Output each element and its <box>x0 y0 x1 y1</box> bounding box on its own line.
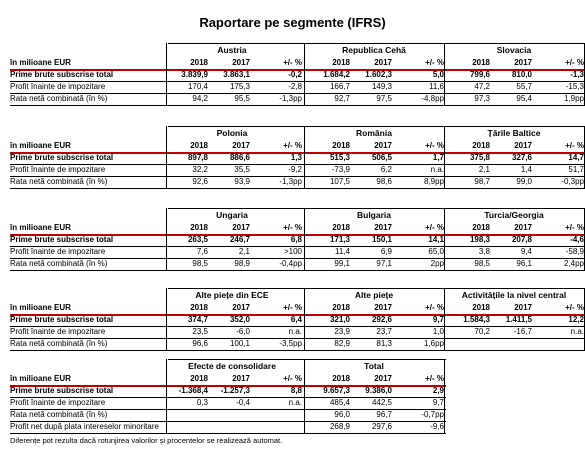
value-change: n.a. <box>430 165 444 174</box>
header-underline <box>10 152 585 154</box>
segment-name: Polonia <box>216 128 248 138</box>
row-label: Prime brute subscrise total <box>10 235 114 244</box>
table-row <box>10 314 585 326</box>
column-divider <box>444 43 445 105</box>
value-2018: 263,5 <box>187 235 208 244</box>
value-2018: 0,3 <box>196 398 208 407</box>
value-change: 1,7 <box>432 153 444 162</box>
column-divider <box>444 288 445 350</box>
row-label: Prime brute subscrise total <box>10 386 114 395</box>
unit-label: în milioane EUR <box>10 303 71 312</box>
row-divider <box>10 421 446 422</box>
value-2018: -1.368,4 <box>178 386 208 395</box>
table-top-border <box>168 288 585 289</box>
value-change: 12,2 <box>568 315 584 324</box>
value-change: -58,9 <box>565 247 584 256</box>
value-change: -4,8pp <box>421 94 444 103</box>
value-change: 5,0 <box>432 70 444 79</box>
column-divider <box>166 359 167 433</box>
value-2018: 82,9 <box>334 339 350 348</box>
value-2017: 246,7 <box>229 235 250 244</box>
value-2018: 92,6 <box>192 177 208 186</box>
header-underline <box>10 385 446 387</box>
table-row <box>10 176 585 188</box>
value-change: -3,5pp <box>279 339 302 348</box>
value-2018: 98,5 <box>474 259 490 268</box>
value-2018: 107,5 <box>329 177 350 186</box>
value-2018: 3.839,9 <box>181 70 208 79</box>
column-divider <box>166 126 167 188</box>
report-title: Raportare pe segmente (IFRS) <box>199 15 386 30</box>
value-2017: 149,3 <box>371 82 392 91</box>
year-2017-header: 2017 <box>514 141 532 150</box>
change-header: +/- % <box>425 141 444 150</box>
value-change: -0,7pp <box>421 410 444 419</box>
change-header: +/- % <box>565 58 584 67</box>
value-change: 1,0 <box>432 327 444 336</box>
value-2017: -16,7 <box>513 327 532 336</box>
year-2018-header: 2018 <box>190 141 208 150</box>
value-2018: 32,2 <box>192 165 208 174</box>
value-2017: 506,5 <box>371 153 392 162</box>
year-2017-header: 2017 <box>232 58 250 67</box>
unit-label: în milioane EUR <box>10 374 71 383</box>
value-2018: 268,9 <box>329 422 350 431</box>
table-top-border <box>168 208 585 209</box>
value-change: 8,9pp <box>423 177 444 186</box>
segment-name-row <box>10 43 585 57</box>
header-underline <box>10 314 585 316</box>
row-divider <box>10 326 585 327</box>
table-row <box>10 93 585 105</box>
column-header-row <box>10 222 585 234</box>
value-2018: 1.584,3 <box>463 315 490 324</box>
row-label: Rata netă combinată (în %) <box>10 259 108 268</box>
value-2018: 99,1 <box>334 259 350 268</box>
value-2017: 9,4 <box>520 247 532 256</box>
value-2017: 55,7 <box>516 82 532 91</box>
value-change: -1,3pp <box>279 94 302 103</box>
column-divider <box>166 208 167 270</box>
value-2017: 442,5 <box>371 398 392 407</box>
column-divider <box>444 359 445 433</box>
segment-name-row <box>10 126 585 140</box>
value-2018: -73,9 <box>331 165 350 174</box>
year-2018-header: 2018 <box>190 374 208 383</box>
value-2017: 35,5 <box>234 165 250 174</box>
value-2017: 98,9 <box>234 259 250 268</box>
value-2018: 92,7 <box>334 94 350 103</box>
segment-name: Republica Cehă <box>342 45 406 55</box>
value-2018: 97,3 <box>474 94 490 103</box>
year-2017-header: 2017 <box>232 374 250 383</box>
row-label: Profit înainte de impozitare <box>10 327 106 336</box>
year-2017-header: 2017 <box>232 141 250 150</box>
value-2018: 3,8 <box>478 247 490 256</box>
value-2017: 886,6 <box>229 153 250 162</box>
segment-name: Țările Baltice <box>487 128 541 138</box>
row-label: Rata netă combinată (în %) <box>10 339 108 348</box>
segment-block <box>10 208 585 270</box>
value-2017: 6,2 <box>380 165 392 174</box>
row-divider <box>10 164 585 165</box>
value-change: 8,8 <box>290 386 302 395</box>
row-divider <box>10 270 585 271</box>
table-row <box>10 258 585 270</box>
row-label: Profit net după plata intereselor minoritare <box>10 422 159 431</box>
value-2017: 297,6 <box>371 422 392 431</box>
change-header: +/- % <box>425 374 444 383</box>
value-2018: 47,2 <box>474 82 490 91</box>
row-divider <box>10 105 585 106</box>
segment-block <box>10 43 585 105</box>
year-2017-header: 2017 <box>514 303 532 312</box>
value-2018: 98,5 <box>192 259 208 268</box>
unit-label: în milioane EUR <box>10 141 71 150</box>
table-row <box>10 385 585 397</box>
value-change: -9,6 <box>430 422 444 431</box>
value-2017: 81,3 <box>376 339 392 348</box>
value-2017: 95,4 <box>516 94 532 103</box>
row-divider <box>10 93 585 94</box>
change-header: +/- % <box>283 223 302 232</box>
value-change: -0,4pp <box>279 259 302 268</box>
column-divider <box>166 43 167 105</box>
value-2017: 810,0 <box>511 70 532 79</box>
value-2018: 374,7 <box>187 315 208 324</box>
value-2018: 70,2 <box>474 327 490 336</box>
value-change: n.a. <box>570 327 584 336</box>
row-divider <box>10 433 446 434</box>
table-row <box>10 338 585 350</box>
segment-block <box>10 288 585 350</box>
row-label: Prime brute subscrise total <box>10 153 114 162</box>
value-change: -0,3pp <box>561 177 584 186</box>
year-2018-header: 2018 <box>332 58 350 67</box>
value-change: n.a. <box>288 398 302 407</box>
column-divider <box>444 208 445 270</box>
row-label: Prime brute subscrise total <box>10 70 114 79</box>
segment-name: România <box>356 128 392 138</box>
column-divider <box>166 288 167 350</box>
change-header: +/- % <box>283 374 302 383</box>
segment-name: Efecte de consolidare <box>188 361 276 371</box>
value-2017: 97,1 <box>376 259 392 268</box>
column-header-row <box>10 140 585 152</box>
value-change: 9,7 <box>432 315 444 324</box>
value-2017: -0,4 <box>236 398 250 407</box>
unit-label: în milioane EUR <box>10 58 71 67</box>
value-2017: 96,1 <box>516 259 532 268</box>
row-label: Rata netă combinată (în %) <box>10 410 108 419</box>
year-2018-header: 2018 <box>332 374 350 383</box>
change-header: +/- % <box>283 58 302 67</box>
value-2018: 485,4 <box>329 398 350 407</box>
value-2017: -6,0 <box>236 327 250 336</box>
year-2017-header: 2017 <box>374 141 392 150</box>
value-change: >100 <box>283 247 302 256</box>
change-header: +/- % <box>425 223 444 232</box>
unit-label: în milioane EUR <box>10 223 71 232</box>
segment-name: Bulgaria <box>356 210 391 220</box>
value-change: 2pp <box>430 259 444 268</box>
value-change: 6,4 <box>290 315 302 324</box>
column-header-row <box>10 57 585 69</box>
value-2017: 23,7 <box>376 327 392 336</box>
row-label: Prime brute subscrise total <box>10 315 114 324</box>
value-2017: 100,1 <box>229 339 250 348</box>
row-divider <box>10 350 585 351</box>
value-2017: 95,5 <box>234 94 250 103</box>
segment-name-row <box>10 288 585 302</box>
value-change: 1,6pp <box>423 339 444 348</box>
segment-block <box>10 126 585 188</box>
year-2017-header: 2017 <box>374 303 392 312</box>
year-2018-header: 2018 <box>472 58 490 67</box>
row-label: Rata netă combinată (în %) <box>10 94 108 103</box>
table-row <box>10 326 585 338</box>
row-label: Profit înainte de impozitare <box>10 398 106 407</box>
row-divider <box>10 188 585 189</box>
value-2018: 166,7 <box>329 82 350 91</box>
value-change: -4,6 <box>570 235 584 244</box>
year-2017-header: 2017 <box>514 58 532 67</box>
value-change: n.a. <box>288 327 302 336</box>
value-2017: 93,9 <box>234 177 250 186</box>
value-2017: 2,1 <box>238 247 250 256</box>
table-row <box>10 421 585 433</box>
segment-name-row <box>10 359 585 373</box>
value-2017: 99,0 <box>516 177 532 186</box>
value-2018: 799,6 <box>469 70 490 79</box>
value-change: 6,8 <box>290 235 302 244</box>
value-2017: 1.602,3 <box>365 70 392 79</box>
value-2018: 897,8 <box>187 153 208 162</box>
segment-name: Total <box>364 361 384 371</box>
value-2017: 207,8 <box>511 235 532 244</box>
table-row <box>10 81 585 93</box>
value-2017: 6,9 <box>380 247 392 256</box>
value-change: -1,3 <box>570 70 584 79</box>
year-2018-header: 2018 <box>190 303 208 312</box>
table-top-border <box>168 43 585 44</box>
year-2018-header: 2018 <box>332 223 350 232</box>
value-2017: 98,6 <box>376 177 392 186</box>
value-2017: 97,5 <box>376 94 392 103</box>
year-2017-header: 2017 <box>374 374 392 383</box>
column-divider <box>304 208 305 270</box>
value-2017: 327,6 <box>511 153 532 162</box>
footnote: Diferențe pot rezulta dacă rotunjirea valorilor și procentelor se realizează automat. <box>10 436 283 445</box>
column-header-row <box>10 373 585 385</box>
year-2018-header: 2018 <box>332 141 350 150</box>
segment-name: Ungaria <box>216 210 248 220</box>
segment-name: Activitățile la nivel central <box>461 290 567 300</box>
value-change: 14,1 <box>428 235 444 244</box>
value-change: 1,9pp <box>563 94 584 103</box>
change-header: +/- % <box>565 223 584 232</box>
value-change: -15,3 <box>565 82 584 91</box>
year-2018-header: 2018 <box>332 303 350 312</box>
value-2018: 1.684,2 <box>323 70 350 79</box>
change-header: +/- % <box>565 141 584 150</box>
value-2017: 96,7 <box>376 410 392 419</box>
value-change: 11,6 <box>429 82 444 91</box>
value-2018: 170,4 <box>187 82 208 91</box>
row-divider <box>10 176 585 177</box>
value-2017: -1.257,3 <box>220 386 250 395</box>
value-change: 14,7 <box>568 153 584 162</box>
year-2017-header: 2017 <box>374 58 392 67</box>
segment-name: Slovacia <box>496 45 532 55</box>
column-header-row <box>10 302 585 314</box>
value-change: 9,7 <box>432 398 444 407</box>
value-2018: 515,3 <box>329 153 350 162</box>
row-divider <box>10 338 585 339</box>
year-2017-header: 2017 <box>514 223 532 232</box>
row-divider <box>10 246 585 247</box>
value-change: -1,3pp <box>279 177 302 186</box>
table-row <box>10 152 585 164</box>
value-2017: 1.411,5 <box>505 315 532 324</box>
value-2017: 150,1 <box>371 235 392 244</box>
year-2018-header: 2018 <box>472 141 490 150</box>
value-2018: 2,1 <box>478 165 490 174</box>
row-divider <box>10 397 446 398</box>
value-change: -9,2 <box>288 165 302 174</box>
value-change: 1,3 <box>290 153 302 162</box>
header-underline <box>10 234 585 236</box>
row-label: Profit înainte de impozitare <box>10 82 106 91</box>
value-2018: 321,0 <box>329 315 350 324</box>
change-header: +/- % <box>565 303 584 312</box>
column-divider <box>304 288 305 350</box>
change-header: +/- % <box>283 141 302 150</box>
column-divider <box>304 359 305 433</box>
value-2018: 23,5 <box>192 327 208 336</box>
year-2018-header: 2018 <box>472 223 490 232</box>
value-2018: 9.657,3 <box>323 386 350 395</box>
table-row <box>10 409 585 421</box>
row-divider <box>10 258 585 259</box>
value-change: 51,7 <box>568 165 584 174</box>
row-label: Profit înainte de impozitare <box>10 165 106 174</box>
table-top-border <box>168 126 585 127</box>
table-top-border <box>168 359 446 360</box>
segment-name-row <box>10 208 585 222</box>
value-2018: 98,7 <box>474 177 490 186</box>
row-divider <box>10 409 446 410</box>
table-row <box>10 397 585 409</box>
value-2018: 7,6 <box>196 247 208 256</box>
value-2017: 9.386,0 <box>365 386 392 395</box>
column-divider <box>304 43 305 105</box>
value-2017: 1,4 <box>520 165 532 174</box>
value-2018: 171,3 <box>329 235 350 244</box>
segment-name: Alte piețe din ECE <box>195 290 269 300</box>
value-2017: 292,6 <box>371 315 392 324</box>
change-header: +/- % <box>425 58 444 67</box>
year-2018-header: 2018 <box>472 303 490 312</box>
value-2018: 198,3 <box>469 235 490 244</box>
row-label: Profit înainte de impozitare <box>10 247 106 256</box>
row-label: Rata netă combinată (în %) <box>10 177 108 186</box>
segment-block <box>10 359 585 433</box>
segment-name: Turcia/Georgia <box>484 210 544 220</box>
value-2018: 11,4 <box>335 247 350 256</box>
table-row <box>10 234 585 246</box>
row-divider <box>10 81 585 82</box>
change-header: +/- % <box>425 303 444 312</box>
table-row <box>10 246 585 258</box>
year-2018-header: 2018 <box>190 223 208 232</box>
table-row <box>10 164 585 176</box>
value-2017: 175,3 <box>229 82 250 91</box>
column-divider <box>444 126 445 188</box>
value-2018: 375,8 <box>469 153 490 162</box>
change-header: +/- % <box>283 303 302 312</box>
value-change: 2,9 <box>432 386 444 395</box>
year-2017-header: 2017 <box>232 223 250 232</box>
column-divider <box>304 126 305 188</box>
segment-name: Alte piețe <box>354 290 394 300</box>
value-2018: 96,0 <box>334 410 350 419</box>
year-2017-header: 2017 <box>374 223 392 232</box>
value-change: -0,2 <box>288 70 302 79</box>
table-row <box>10 69 585 81</box>
value-change: 2,4pp <box>563 259 584 268</box>
value-2017: 352,0 <box>229 315 250 324</box>
segment-name: Austria <box>217 45 247 55</box>
value-change: 65,0 <box>428 247 444 256</box>
value-2018: 94,2 <box>192 94 208 103</box>
year-2017-header: 2017 <box>232 303 250 312</box>
value-2018: 96,6 <box>192 339 208 348</box>
year-2018-header: 2018 <box>190 58 208 67</box>
header-underline <box>10 69 585 71</box>
value-2018: 23,9 <box>334 327 350 336</box>
value-change: -2,8 <box>288 82 302 91</box>
value-2017: 3.863,1 <box>223 70 250 79</box>
